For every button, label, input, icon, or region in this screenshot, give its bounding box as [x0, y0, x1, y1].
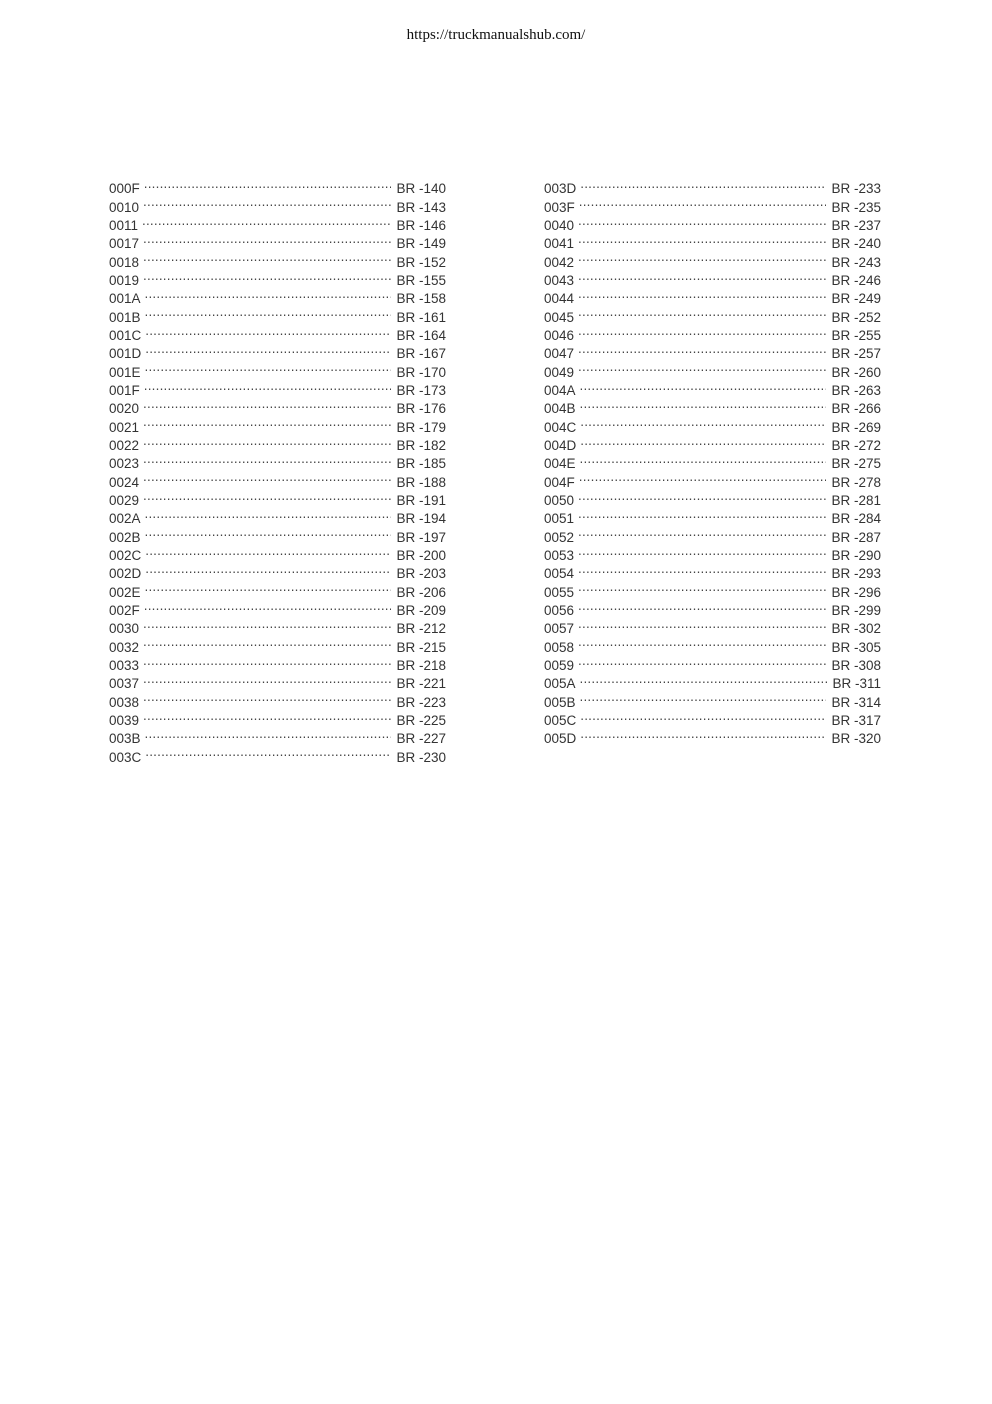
dot-leader	[578, 212, 826, 230]
dtc-code: 002B	[109, 529, 141, 545]
page-reference: BR -230	[396, 749, 446, 765]
page-reference: BR -269	[831, 419, 881, 435]
page-reference: BR -302	[831, 621, 881, 637]
dtc-code: 0017	[109, 236, 140, 252]
dot-leader	[578, 542, 826, 560]
page-reference: BR -209	[396, 602, 446, 618]
dtc-code: 0010	[109, 199, 140, 215]
index-entry	[544, 175, 881, 197]
dtc-code: 001A	[109, 291, 141, 307]
page-reference: BR -266	[831, 401, 881, 417]
dot-leader	[578, 505, 826, 523]
dtc-code: 003B	[109, 731, 141, 747]
dot-leader	[578, 303, 826, 321]
dot-leader	[145, 725, 392, 743]
page-reference: BR -249	[831, 291, 881, 307]
dtc-code: 005B	[544, 694, 576, 710]
dot-leader	[580, 707, 826, 725]
page-reference: BR -272	[831, 437, 881, 453]
page-reference: BR -161	[396, 309, 446, 325]
page-reference: BR -235	[831, 199, 881, 215]
page-reference: BR -293	[831, 566, 881, 582]
dot-leader	[578, 560, 826, 578]
dot-leader	[145, 542, 391, 560]
dot-leader	[578, 322, 826, 340]
dtc-code: 0022	[109, 437, 140, 453]
page-reference: BR -197	[396, 529, 446, 545]
dot-leader	[143, 193, 391, 211]
dot-leader	[144, 175, 392, 193]
page-reference: BR -194	[396, 511, 446, 527]
dot-leader	[580, 175, 826, 193]
dot-leader	[143, 230, 391, 248]
dot-leader	[144, 597, 392, 615]
page-reference: BR -278	[831, 474, 881, 490]
page-reference: BR -227	[396, 731, 446, 747]
dot-leader	[144, 377, 392, 395]
dtc-code: 004A	[544, 382, 576, 398]
dtc-code: 0040	[544, 217, 575, 233]
dot-leader	[580, 725, 826, 743]
page-reference: BR -179	[396, 419, 446, 435]
dtc-code: 0029	[109, 492, 140, 508]
source-url: https://truckmanualshub.com/	[406, 27, 586, 43]
page-reference: BR -212	[396, 621, 446, 637]
dtc-code: 004F	[544, 474, 575, 490]
dot-leader	[580, 670, 828, 688]
page-reference: BR -140	[396, 181, 446, 197]
dtc-code: 0019	[109, 272, 140, 288]
dot-leader	[580, 395, 827, 413]
dtc-code: 0030	[109, 621, 140, 637]
dot-leader	[143, 450, 391, 468]
page-reference: BR -252	[831, 309, 881, 325]
dtc-code: 002C	[109, 547, 142, 563]
page-reference: BR -233	[831, 181, 881, 197]
page-reference: BR -188	[396, 474, 446, 490]
dtc-code: 004E	[544, 456, 576, 472]
dot-leader	[578, 285, 826, 303]
dtc-code: 002A	[109, 511, 141, 527]
page-reference: BR -257	[831, 346, 881, 362]
dtc-code: 003F	[544, 199, 575, 215]
dot-leader	[143, 267, 391, 285]
dtc-code: 003D	[544, 181, 577, 197]
dtc-code: 0055	[544, 584, 575, 600]
page-reference: BR -164	[396, 327, 446, 343]
dot-leader	[578, 615, 826, 633]
dtc-code: 0052	[544, 529, 575, 545]
dtc-code: 0046	[544, 327, 575, 343]
page-reference: BR -320	[831, 731, 881, 747]
dtc-code: 004B	[544, 401, 576, 417]
page-reference: BR -182	[396, 437, 446, 453]
page-reference: BR -206	[396, 584, 446, 600]
dot-leader	[143, 413, 391, 431]
dtc-code: 0050	[544, 492, 575, 508]
dot-leader	[145, 285, 392, 303]
page-reference: BR -158	[396, 291, 446, 307]
dtc-code: 003C	[109, 749, 142, 765]
page-reference: BR -281	[831, 492, 881, 508]
dtc-code: 0018	[109, 254, 140, 270]
dtc-code: 0020	[109, 401, 140, 417]
page-reference: BR -243	[831, 254, 881, 270]
dot-leader	[580, 450, 827, 468]
dtc-code: 001D	[109, 346, 142, 362]
dot-leader	[578, 358, 826, 376]
dot-leader	[145, 523, 392, 541]
dot-leader	[578, 633, 826, 651]
dot-leader	[143, 468, 391, 486]
dot-leader	[143, 652, 391, 670]
dtc-code: 0011	[109, 217, 139, 233]
dot-leader	[580, 413, 826, 431]
page-reference: BR -260	[831, 364, 881, 380]
page-reference: BR -167	[396, 346, 446, 362]
dot-leader	[578, 578, 826, 596]
dtc-code: 004C	[544, 419, 577, 435]
dot-leader	[580, 377, 827, 395]
dtc-code: 0023	[109, 456, 140, 472]
page-reference: BR -275	[831, 456, 881, 472]
dot-leader	[578, 267, 826, 285]
dot-leader	[578, 230, 826, 248]
page-reference: BR -152	[396, 254, 446, 270]
page-reference: BR -246	[831, 272, 881, 288]
dot-leader	[145, 340, 391, 358]
dot-leader	[145, 358, 392, 376]
page-reference: BR -263	[831, 382, 881, 398]
dot-leader	[143, 395, 391, 413]
page-reference: BR -284	[831, 511, 881, 527]
dot-leader	[143, 432, 391, 450]
page-reference: BR -221	[396, 676, 446, 692]
page-reference: BR -215	[396, 639, 446, 655]
page-reference: BR -146	[396, 217, 446, 233]
page-reference: BR -317	[831, 712, 881, 728]
dot-leader	[579, 468, 827, 486]
page-reference: BR -237	[831, 217, 881, 233]
dot-leader	[578, 597, 826, 615]
dot-leader	[580, 432, 826, 450]
index-column-left	[109, 175, 446, 765]
dtc-code: 001F	[109, 382, 140, 398]
page-reference: BR -173	[396, 382, 446, 398]
dtc-code: 0054	[544, 566, 575, 582]
page-reference: BR -225	[396, 712, 446, 728]
dtc-code: 0043	[544, 272, 575, 288]
dtc-code: 0058	[544, 639, 575, 655]
index-entry	[109, 175, 446, 197]
dtc-code: 0037	[109, 676, 140, 692]
dtc-code: 0041	[544, 236, 575, 252]
dot-leader	[578, 248, 826, 266]
dot-leader	[145, 322, 391, 340]
dtc-code: 0039	[109, 712, 140, 728]
dtc-code: 000F	[109, 181, 140, 197]
dtc-code: 005C	[544, 712, 577, 728]
dtc-code: 0049	[544, 364, 575, 380]
page-reference: BR -311	[832, 676, 881, 692]
page-reference: BR -203	[396, 566, 446, 582]
dot-leader	[145, 505, 392, 523]
dtc-code: 0057	[544, 621, 575, 637]
dot-leader	[578, 523, 826, 541]
dot-leader	[143, 633, 391, 651]
page-reference: BR -176	[396, 401, 446, 417]
dtc-code: 0032	[109, 639, 140, 655]
index-column-right	[544, 175, 881, 747]
dtc-code: 001E	[109, 364, 141, 380]
dot-leader	[145, 560, 391, 578]
dtc-code: 005D	[544, 731, 577, 747]
dot-leader	[578, 487, 826, 505]
page-reference: BR -185	[396, 456, 446, 472]
page-reference: BR -218	[396, 657, 446, 673]
dot-leader	[578, 340, 826, 358]
dtc-code: 0038	[109, 694, 140, 710]
dot-leader	[143, 487, 391, 505]
page-reference: BR -240	[831, 236, 881, 252]
dot-leader	[580, 688, 827, 706]
dtc-code: 0021	[109, 419, 140, 435]
dot-leader	[143, 248, 391, 266]
dtc-code: 001B	[109, 309, 141, 325]
page-reference: BR -296	[831, 584, 881, 600]
page-reference: BR -143	[396, 199, 446, 215]
page-reference: BR -191	[396, 492, 446, 508]
dot-leader	[145, 303, 392, 321]
dtc-code: 001C	[109, 327, 142, 343]
dot-leader	[578, 652, 826, 670]
dtc-code: 0042	[544, 254, 575, 270]
dtc-code: 002E	[109, 584, 141, 600]
dtc-code: 0053	[544, 547, 575, 563]
dot-leader	[579, 193, 827, 211]
dtc-code: 002F	[109, 602, 140, 618]
dtc-code: 0024	[109, 474, 140, 490]
dtc-code: 0056	[544, 602, 575, 618]
dot-leader	[143, 707, 391, 725]
page-reference: BR -287	[831, 529, 881, 545]
page-reference: BR -200	[396, 547, 446, 563]
dot-leader	[143, 688, 391, 706]
page-reference: BR -299	[831, 602, 881, 618]
dot-leader	[143, 615, 391, 633]
page-reference: BR -290	[831, 547, 881, 563]
dtc-code: 0047	[544, 346, 575, 362]
page-reference: BR -308	[831, 657, 881, 673]
dot-leader	[142, 212, 391, 230]
page-reference: BR -223	[396, 694, 446, 710]
page-reference: BR -314	[831, 694, 881, 710]
dtc-code: 0051	[544, 511, 575, 527]
page-reference: BR -149	[396, 236, 446, 252]
page-reference: BR -155	[396, 272, 446, 288]
dot-leader	[145, 743, 391, 761]
dtc-code: 0033	[109, 657, 140, 673]
dtc-code: 004D	[544, 437, 577, 453]
dot-leader	[143, 670, 391, 688]
dot-leader	[145, 578, 392, 596]
dtc-code: 0045	[544, 309, 575, 325]
page-reference: BR -305	[831, 639, 881, 655]
dtc-code: 002D	[109, 566, 142, 582]
page-reference: BR -255	[831, 327, 881, 343]
page-reference: BR -170	[396, 364, 446, 380]
dtc-code: 0059	[544, 657, 575, 673]
dtc-code: 0044	[544, 291, 575, 307]
dtc-code: 005A	[544, 676, 576, 692]
